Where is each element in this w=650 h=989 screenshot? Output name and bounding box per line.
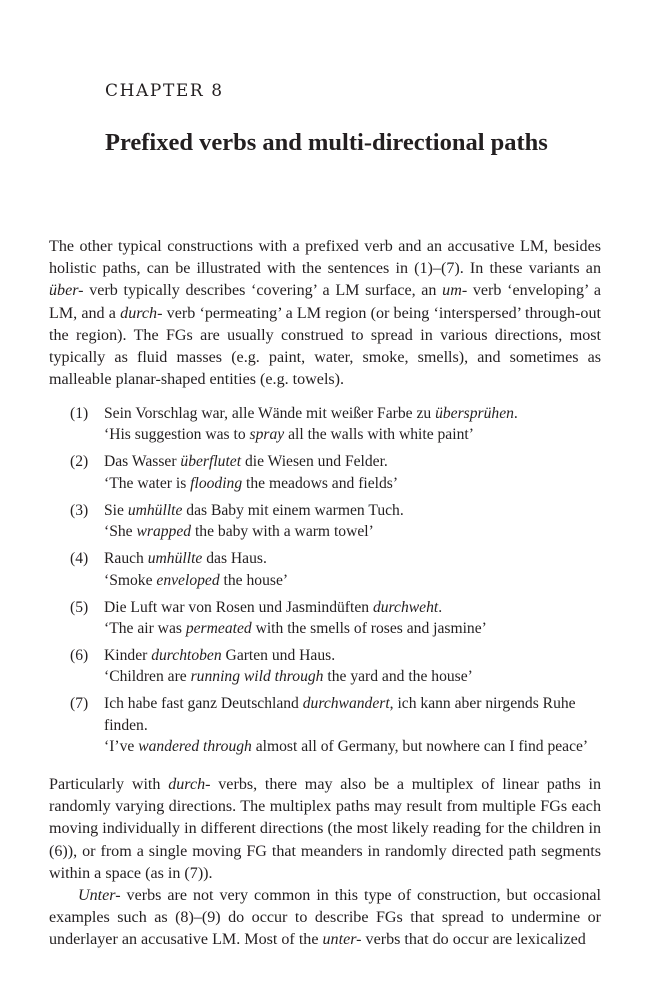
german-run: das Haus. <box>202 550 267 568</box>
example-item <box>49 451 601 494</box>
german-italic-run: umhüllte <box>147 550 203 568</box>
example-number: (7) <box>70 695 89 713</box>
text-run: verb ‘permeating’ a LM region (or being ‘interspersed’ through-out the region). The FGs are usually construed to spread in various directions, most typically as fluid masses (e.g. paint, water, smoke, smells), and sometimes as malleable planar-shaped entities (e.g. towels). <box>49 304 601 389</box>
text-italic-run: unter- <box>322 931 362 949</box>
gloss-run: ‘The water is <box>104 474 191 492</box>
example-gloss <box>104 473 601 494</box>
gloss-italic-run: running wild through <box>190 668 324 686</box>
gloss-run: ‘Children are <box>104 668 191 686</box>
text-italic-run: über- <box>49 282 84 300</box>
chapter-label: CHAPTER 8 <box>105 81 224 101</box>
german-run: Die Luft war von Rosen und Jasmindüften <box>104 598 373 616</box>
example-item <box>49 500 601 543</box>
example-item <box>49 693 601 757</box>
gloss-run: all the walls with white paint’ <box>284 426 474 444</box>
example-item <box>49 645 601 688</box>
gloss-run: the yard and the house’ <box>323 668 473 686</box>
example-number: (6) <box>70 647 89 665</box>
example-german <box>104 451 601 472</box>
german-italic-run: durchtoben <box>151 647 222 665</box>
german-italic-run: übersprühen <box>435 405 514 422</box>
example-gloss <box>104 521 601 542</box>
gloss-run: ‘His suggestion was to <box>104 426 250 444</box>
german-run: . <box>513 405 518 422</box>
gloss-run: the baby with a warm towel’ <box>191 523 374 541</box>
gloss-italic-run: permeated <box>185 620 252 638</box>
example-german <box>104 548 601 569</box>
german-run: Sie <box>104 501 128 519</box>
german-italic-run: überflutet <box>180 453 242 471</box>
german-run: das Baby mit einem warmen Tuch. <box>182 501 404 519</box>
gloss-run: ‘I’ve <box>104 738 139 756</box>
text-run: Particularly with <box>49 776 169 793</box>
gloss-run: ‘The air was <box>104 620 186 638</box>
text-run: verbs, there may also be a multiplex of linear paths in randomly varying directions. The multiplex paths may result from multiple FGs each moving individually in different directions (the most likely reading for the children in (6)), or from a single moving FG that meanders in randomly directed path segments within a space (as in (7)). <box>49 776 601 882</box>
gloss-italic-run: wandered through <box>138 738 252 756</box>
example-gloss <box>104 666 601 687</box>
intro-paragraph <box>49 236 601 391</box>
text-run: verbs that do occur are lexicalized <box>361 931 586 949</box>
german-italic-run: umhüllte <box>127 501 183 519</box>
text-run: verb ‘enveloping’ a LM, and a <box>49 282 601 322</box>
gloss-italic-run: spray <box>249 426 285 444</box>
example-number: (1) <box>70 405 89 422</box>
example-gloss <box>104 424 601 445</box>
example-number: (5) <box>70 598 89 616</box>
example-german <box>104 403 601 424</box>
paragraph-multiplex-paths <box>49 774 601 885</box>
german-italic-run: durchweht <box>372 598 439 616</box>
example-german <box>104 597 601 618</box>
gloss-run: the house’ <box>219 571 289 589</box>
german-run: Das Wasser <box>104 453 181 471</box>
gloss-italic-run: wrapped <box>136 523 192 541</box>
example-number: (4) <box>70 550 89 568</box>
example-item <box>49 597 601 640</box>
paragraph-unter-verbs <box>49 885 601 952</box>
example-gloss <box>104 618 601 639</box>
german-run: Ich habe fast ganz Deutschland <box>104 695 303 713</box>
text-italic-run: Unter- <box>78 887 121 905</box>
german-run: Rauch <box>104 550 148 568</box>
example-gloss <box>104 570 601 591</box>
gloss-run: the meadows and fields’ <box>242 474 399 492</box>
german-italic-run: durchwandert <box>302 695 390 713</box>
example-number: (3) <box>70 501 89 519</box>
german-run: die Wiesen und Felder. <box>241 453 388 471</box>
chapter-title: Prefixed verbs and multi-directional paths <box>105 129 548 156</box>
text-italic-run: durch- <box>120 304 163 322</box>
text-italic-run: durch- <box>168 776 211 793</box>
text-run: The other typical constructions with a prefixed verb and an accusative LM, besides holistic paths, can be illustrated with the sentences in (1)–(7). In these variants an <box>49 238 601 278</box>
example-item <box>49 403 601 446</box>
example-number: (2) <box>70 453 89 471</box>
gloss-run: ‘Smoke <box>104 571 157 589</box>
german-run: . <box>438 598 443 616</box>
german-run: Sein Vorschlag war, alle Wände mit weißer Farbe zu <box>104 405 436 422</box>
example-german <box>104 693 601 736</box>
german-run: Kinder <box>104 647 152 665</box>
text-run: verbs are not very common in this type of construction, but occasional examples such as (8)–(9) do occur to describe FGs that spread to undermine or underlayer an accusative LM. Most of the <box>49 887 601 949</box>
example-gloss <box>104 736 601 757</box>
text-run: verb typically describes ‘covering’ a LM surface, an <box>83 282 443 300</box>
gloss-run: almost all of Germany, but nowhere can I find peace’ <box>251 738 589 756</box>
example-german <box>104 500 601 521</box>
gloss-italic-run: flooding <box>190 474 243 492</box>
body-text-continued <box>49 774 601 952</box>
example-german <box>104 645 601 666</box>
example-item <box>49 548 601 591</box>
german-run: , ich kann aber nirgends Ruhe finden. <box>104 695 576 734</box>
text-italic-run: um- <box>442 282 468 300</box>
gloss-run: with the smells of roses and jasmine’ <box>251 620 487 638</box>
gloss-italic-run: enveloped <box>156 571 220 589</box>
example-list <box>49 403 601 763</box>
gloss-run: ‘She <box>104 523 137 541</box>
german-run: Garten und Haus. <box>221 647 336 665</box>
